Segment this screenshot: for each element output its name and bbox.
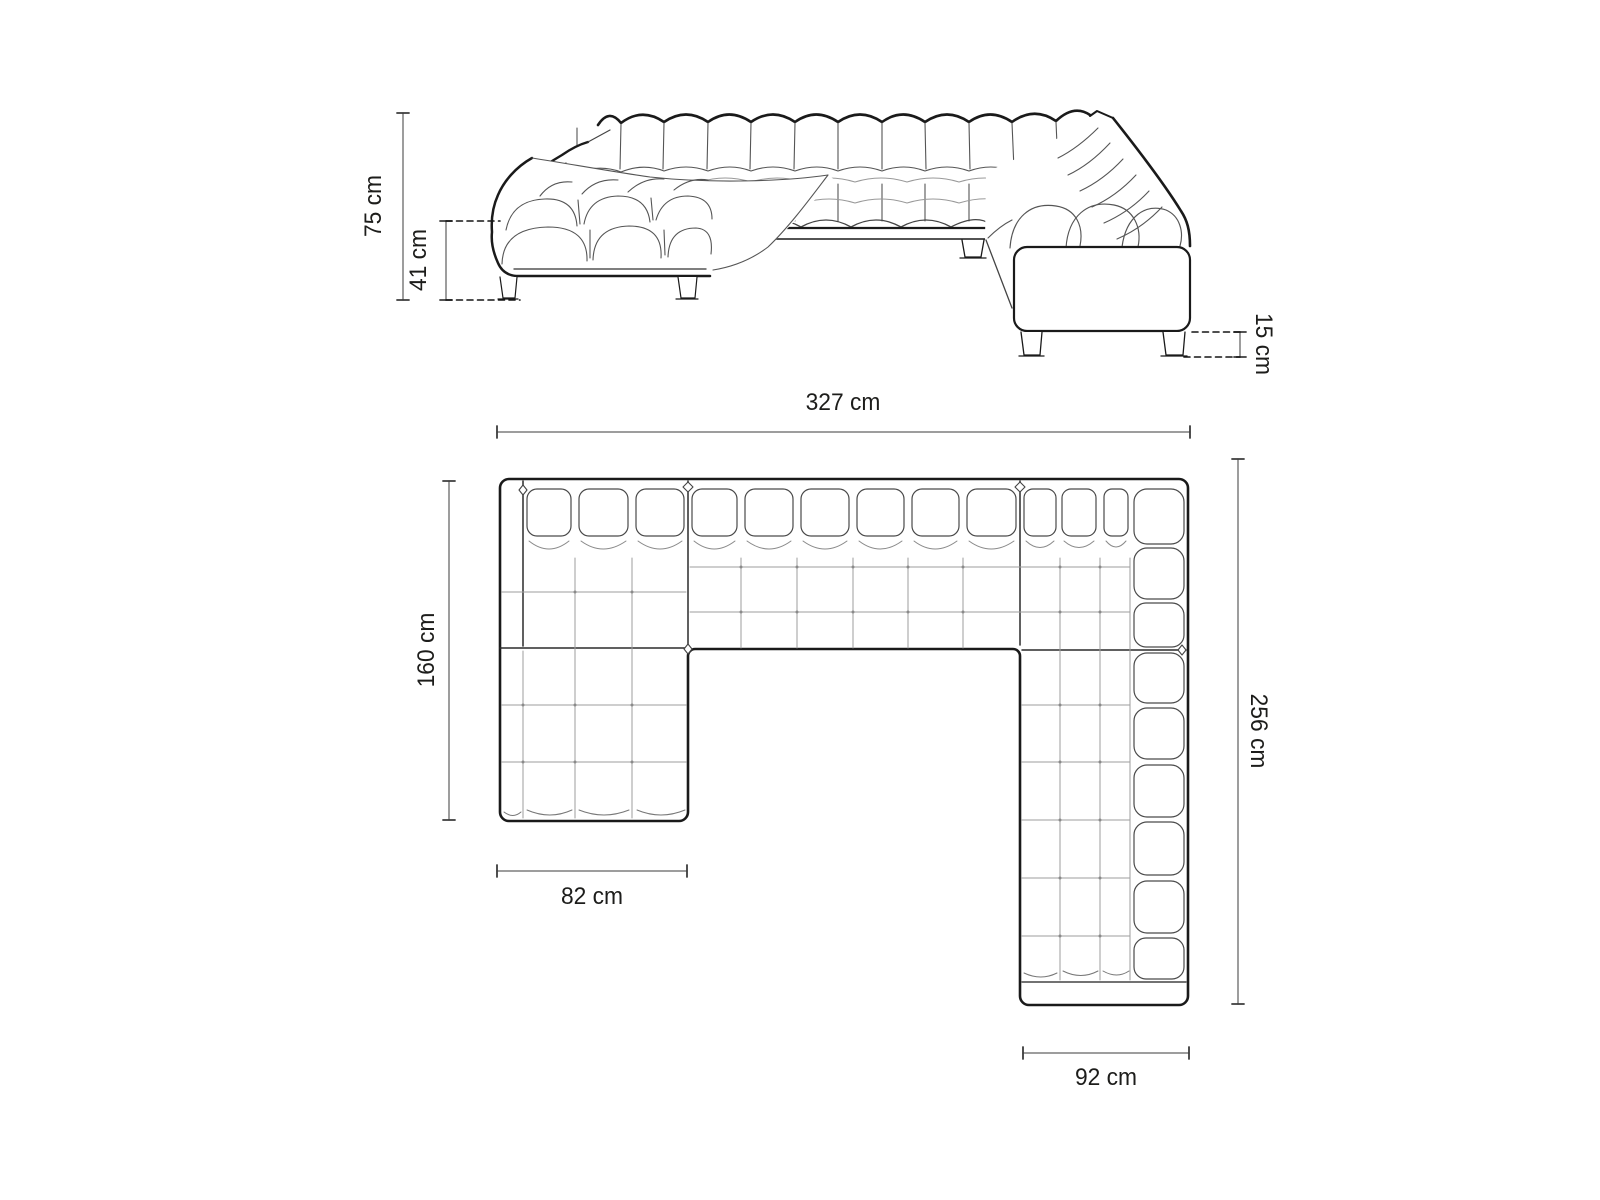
plan-outline	[500, 479, 1188, 1005]
dim-label-seat-height: 41 cm	[405, 228, 432, 292]
dimension-line-82cm	[497, 865, 687, 877]
plan-view	[443, 426, 1244, 1059]
dimension-line-256cm	[1232, 459, 1244, 1004]
plan-right-arm-cushions	[1134, 489, 1184, 979]
leader-dashed-15	[1184, 332, 1240, 357]
backrest-dividers	[577, 122, 1058, 170]
right-legs	[1019, 332, 1187, 356]
chaise-fill	[492, 158, 835, 276]
plan-back-cushions	[527, 489, 1128, 536]
backrest-top-edge	[598, 111, 1090, 125]
dim-label-arm-width: 92 cm	[1074, 1064, 1138, 1091]
left-arm-cap	[588, 130, 610, 142]
dim-label-leg-height: 15 cm	[1250, 312, 1277, 376]
dimension-line-92cm	[1023, 1047, 1189, 1059]
elevation-view	[397, 111, 1246, 357]
dim-label-chaise-width: 82 cm	[560, 883, 624, 910]
dim-label-overall-depth: 256 cm	[1245, 693, 1272, 769]
dim-label-overall-width: 327 cm	[805, 389, 881, 416]
dimension-line-15cm	[1184, 332, 1246, 357]
dimension-line-160cm	[443, 481, 455, 820]
dim-label-chaise-depth: 160 cm	[413, 612, 440, 688]
dim-label-overall-height: 75 cm	[360, 174, 387, 238]
chaise-legs	[498, 277, 698, 299]
right-arm-panel	[1014, 247, 1190, 331]
dimension-line-327cm	[497, 426, 1190, 438]
